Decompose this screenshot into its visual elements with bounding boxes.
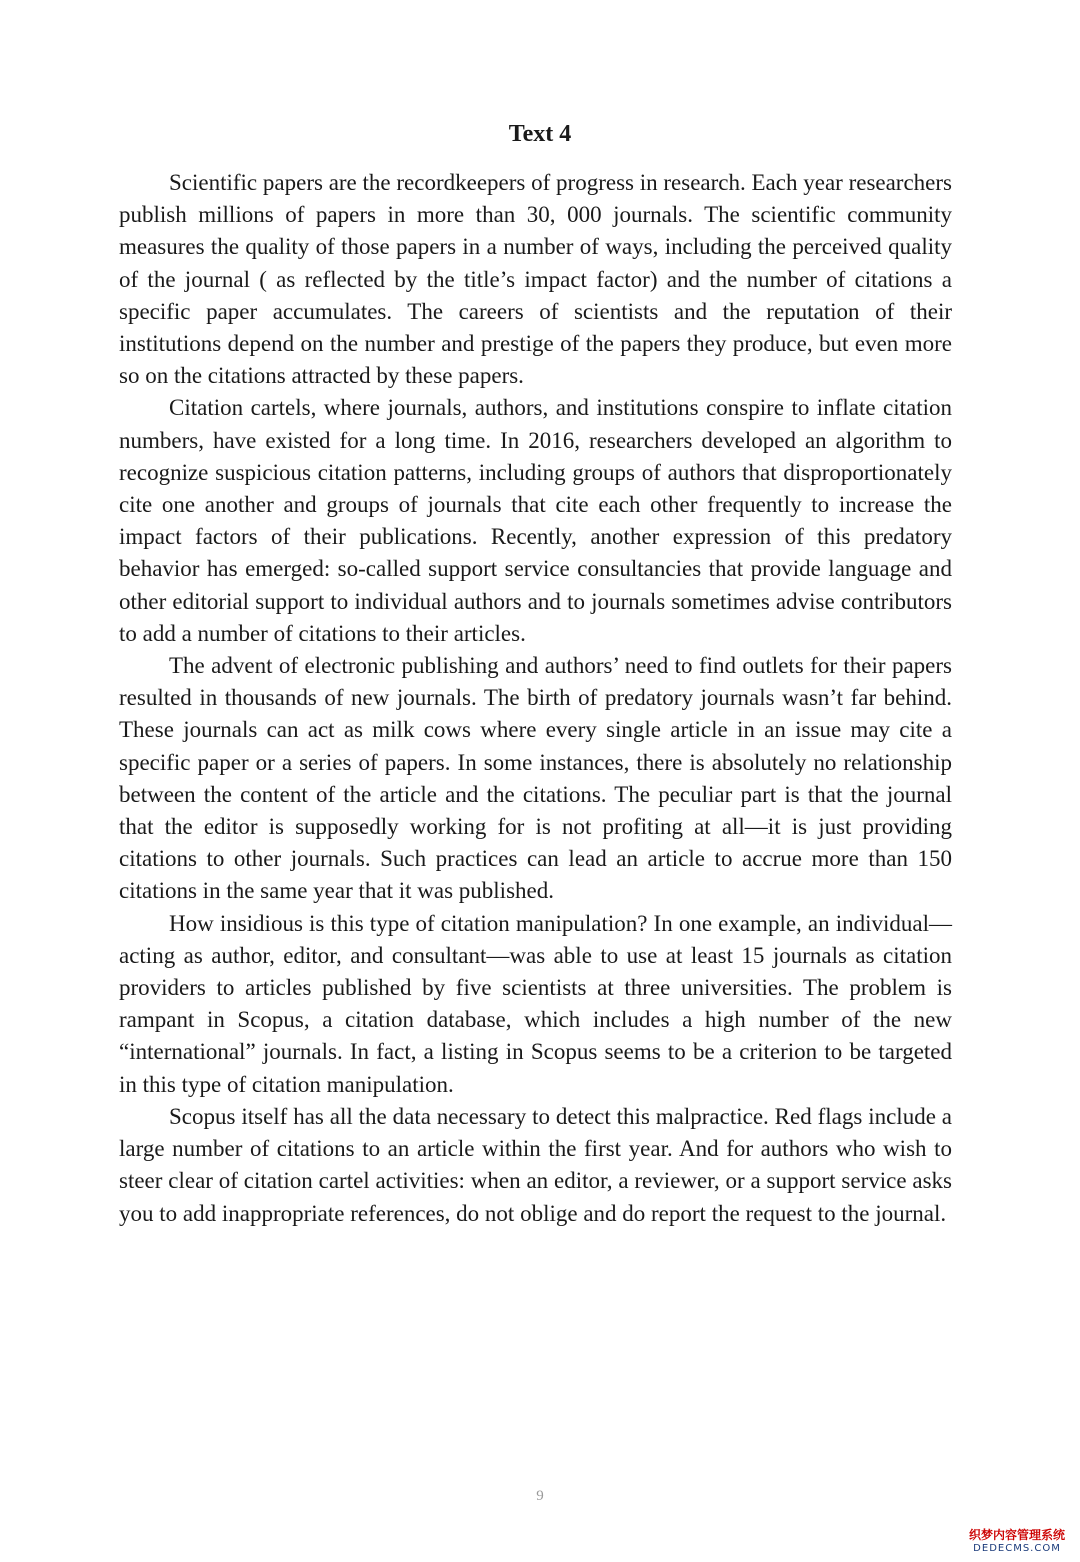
paragraph-4: How insidious is this type of citation manipulation? In one example, an individual—acting as author, editor, and consultant—was able to use at least 15 journals as citation providers to articles published by five scientists at three universities. The problem is rampant in Scopus, a citation database, which includes a high number of the new “international” journals. In fact, a listing in Scopus seems to be a criterion to be targeted in this type of citation manipulation.: [119, 910, 952, 1097]
watermark-logo: [962, 1528, 1072, 1556]
page-number: 9: [536, 1488, 544, 1504]
watermark-line-1: 织梦内容管理系统: [968, 1528, 1065, 1542]
paragraph-2: Citation cartels, where journals, authors, and institutions conspire to inflate citation numbers, have existed for a long time. In 2016, researchers developed an algorithm to recognize suspicious citation patterns, including groups of authors that disproportionately cite one another and groups of journals that cite each other frequently to increase the impact factors of their publications. Recently, another expression of this predatory behavior has emerged: so-called support service consultancies that provide language and other editorial support to individual authors and to journals sometimes advise contributors to add a number of citations to their articles.: [119, 395, 952, 646]
page-title: Text 4: [508, 121, 572, 147]
paragraph-1: Scientific papers are the recordkeepers of progress in research. Each year researchers publish millions of papers in more than 30, 000 journals. The scientific community measures the quality of those papers in a number of ways, including the perceived quality of the journal ( as reflected by the title’s impact factor) and the number of citations a specific paper accumulates. The careers of scientists and the reputation of their institutions depend on the number and prestige of the papers they produce, but even more so on the citations attracted by these papers.: [119, 170, 952, 389]
body-text: [119, 167, 952, 1230]
watermark-line-2: DEDECMS.COM: [973, 1543, 1061, 1554]
paragraph-5: Scopus itself has all the data necessary to detect this malpractice. Red flags include a large number of citations to an article within the first year. And for authors who wish to steer clear of citation cartel activities: when an editor, a reviewer, or a support service asks you to add inappropriate references, do not oblige and do report the request to the journal.: [119, 1103, 952, 1226]
paragraph-3: The advent of electronic publishing and authors’ need to find outlets for their papers resulted in thousands of new journals. The birth of predatory journals wasn’t far behind. These journals can act as milk cows where every single article in an issue may cite a specific paper or a series of papers. In some instances, there is absolutely no relationship between the content of the article and the citations. The peculiar part is that the journal that the editor is supposedly working for is not profiting at all—it is just providing citations to other journals. Such practices can lead an article to accrue more than 150 citations in the same year that it was published.: [119, 653, 952, 904]
